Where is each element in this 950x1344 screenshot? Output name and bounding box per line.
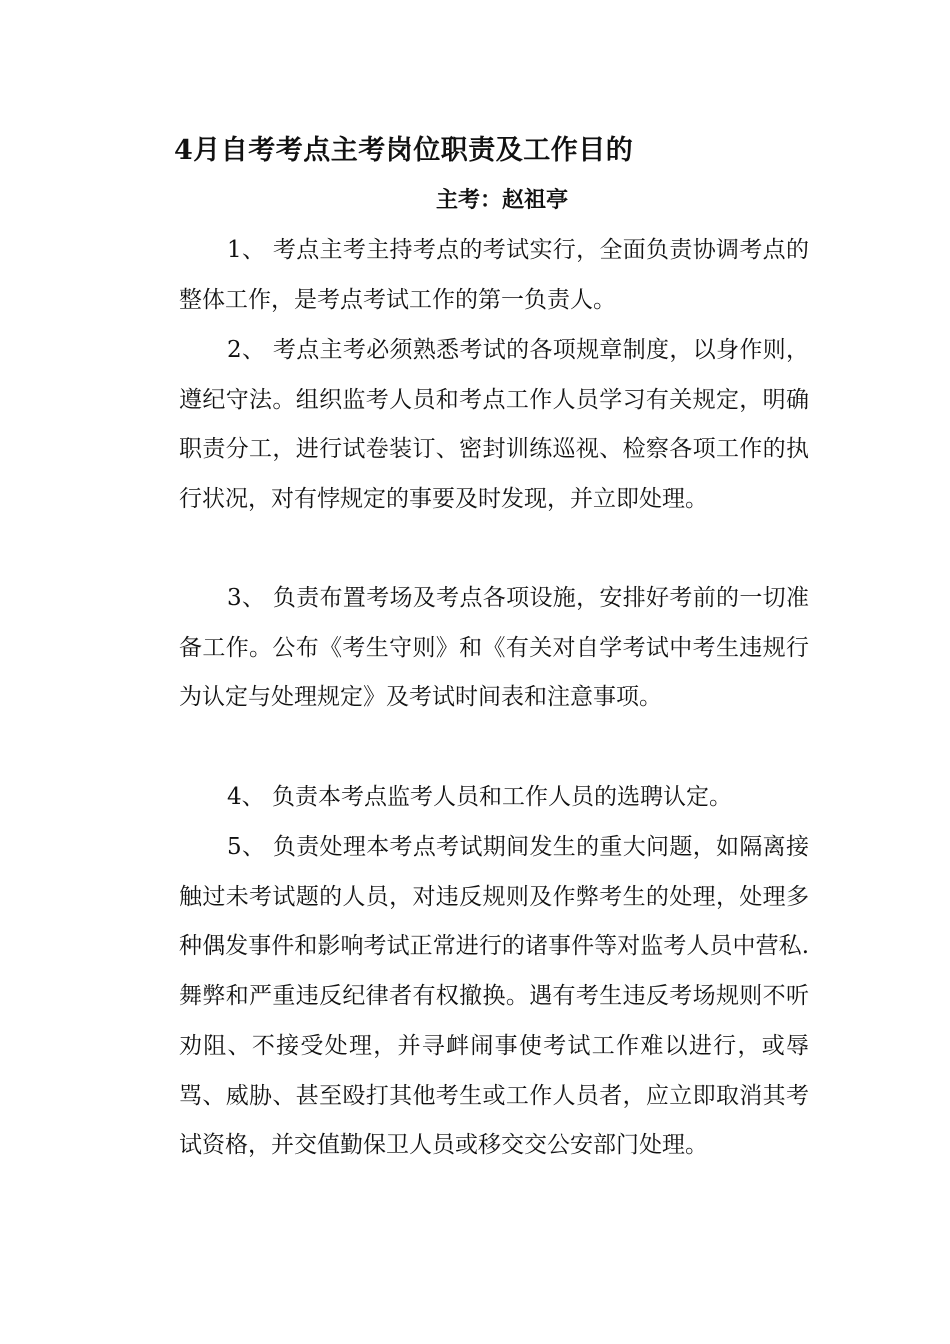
- paragraph-1: 1、 考点主考主持考点的考试实行，全面负责协调考点的整体工作，是考点考试工作的第一负责人。: [179, 237, 809, 313]
- paragraph-2: 2、 考点主考必须熟悉考试的各项规章制度，以身作则，遵纪守法。组织监考人员和考点工作人员学习有关规定，明确职责分工，进行试卷装订、密封训练巡视、检察各项工作的执行状况，对有悖规定的事要及时发现，并立即处理。: [179, 337, 809, 513]
- paragraph-5: 5、 负责处理本考点考试期间发生的重大问题，如隔离接触过未考试题的人员，对违反规则及作弊考生的处理，处理多种偶发事件和影响考试正常进行的诸事件等对监考人员中营私.舞弊和严重违反纪律者有权撤换。遇有考生违反考场规则不听劝阻、不接受处理，并寻衅闹事使考试工作难以进行，或辱骂、威胁、甚至殴打其他考生或工作人员者，应立即取消其考试资格，并交值勤保卫人员或移交交公安部门处理。: [179, 834, 809, 1159]
- paragraph-3: 3、 负责布置考场及考点各项设施，安排好考前的一切准备工作。公布《考生守则》和《有关对自学考试中考生违规行为认定与处理规定》及考试时间表和注意事项。: [179, 585, 809, 711]
- author-line: 主考：赵祖亭: [436, 187, 569, 213]
- document-title: 4月自考考点主考岗位职责及工作目的: [174, 135, 634, 166]
- paragraph-4: 4、 负责本考点监考人员和工作人员的选聘认定。: [227, 784, 732, 810]
